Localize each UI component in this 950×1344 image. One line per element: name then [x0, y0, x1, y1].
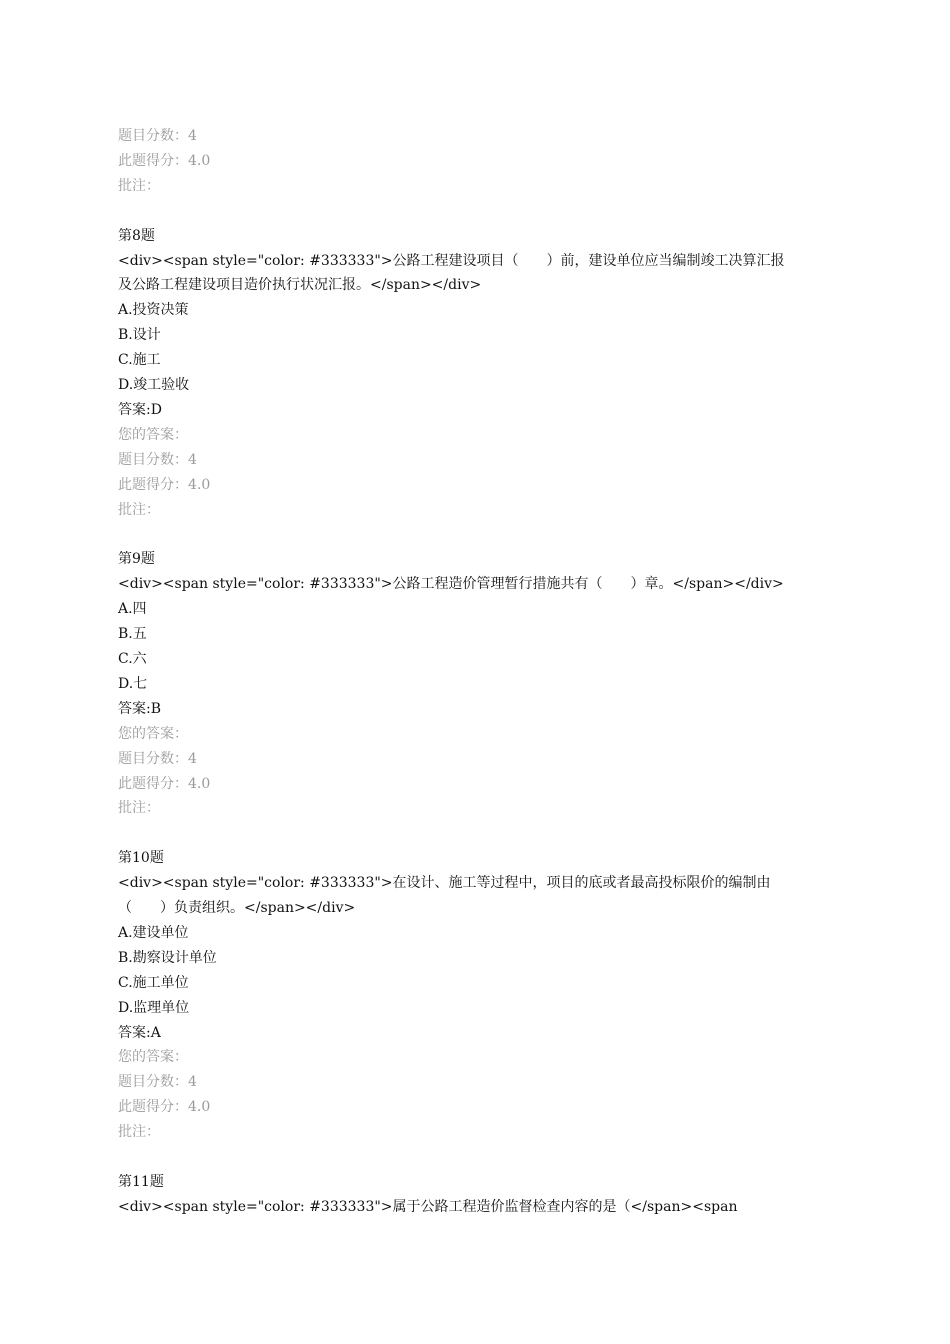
spacer: [118, 821, 838, 846]
question-block: [118, 1170, 838, 1220]
question-stem: <div><span style="color: #333333">在设计、施工等过程中，项目的底或者最高投标限价的编制由: [118, 875, 771, 892]
question-note: 批注：: [118, 800, 160, 817]
option-a: A.投资决策: [118, 302, 189, 319]
question-stem: <div><span style="color: #333333">公路工程建设项目（ ）前，建设单位应当编制竣工决算汇报: [118, 252, 785, 269]
question-score: 题目分数：4: [118, 750, 197, 767]
question-title: 第10题: [118, 850, 164, 867]
question-title: 第9题: [118, 551, 155, 568]
question-got-score: 此题得分：4.0: [118, 1099, 211, 1116]
option-b: B.勘察设计单位: [118, 949, 217, 966]
spacer: [118, 1145, 838, 1170]
question-title: 第11题: [118, 1174, 164, 1190]
answer: 答案:B: [118, 700, 162, 717]
answer: 答案:D: [118, 401, 162, 418]
option-c: C.六: [118, 651, 147, 667]
spacer: [118, 199, 838, 224]
question-score: 题目分数：4: [118, 451, 197, 468]
question-stem: <div><span style="color: #333333">公路工程造价管理暂行措施共有（ ）章。</span></div>: [118, 576, 784, 593]
question-got-score: 此题得分：4.0: [118, 775, 211, 792]
option-d: D.七: [118, 675, 148, 692]
question-note: 批注：: [118, 1124, 160, 1141]
question-got-score: 此题得分：4.0: [118, 152, 211, 169]
your-answer: 您的答案：: [118, 426, 188, 443]
question-stem: <div><span style="color: #333333">属于公路工程造价监督检查内容的是（</span><span: [118, 1198, 738, 1215]
question-stem: 及公路工程建设项目造价执行状况汇报。</span></div>: [118, 277, 482, 294]
option-d: D.竣工验收: [118, 377, 190, 394]
option-c: C.施工单位: [118, 974, 189, 991]
question-note: 批注：: [118, 177, 160, 194]
document-page: [118, 124, 838, 1220]
question-score: 题目分数：4: [118, 1074, 197, 1091]
option-c: C.施工: [118, 352, 161, 369]
question-block: [118, 224, 838, 523]
spacer: [118, 522, 838, 547]
option-a: A.建设单位: [118, 924, 189, 941]
option-d: D.监理单位: [118, 999, 190, 1016]
your-answer: 您的答案：: [118, 1049, 188, 1066]
option-a: A.四: [118, 601, 147, 618]
question-score: 题目分数：4: [118, 128, 197, 144]
answer: 答案:A: [118, 1024, 161, 1041]
option-b: B.五: [118, 626, 147, 643]
question-note: 批注：: [118, 501, 160, 518]
question-title: 第8题: [118, 227, 155, 244]
your-answer: 您的答案：: [118, 725, 188, 742]
question-block: [118, 846, 838, 1145]
question-stem: （ ）负责组织。</span></div>: [118, 900, 356, 917]
question-block: [118, 547, 838, 821]
question-got-score: 此题得分：4.0: [118, 476, 211, 493]
option-b: B.设计: [118, 327, 161, 344]
